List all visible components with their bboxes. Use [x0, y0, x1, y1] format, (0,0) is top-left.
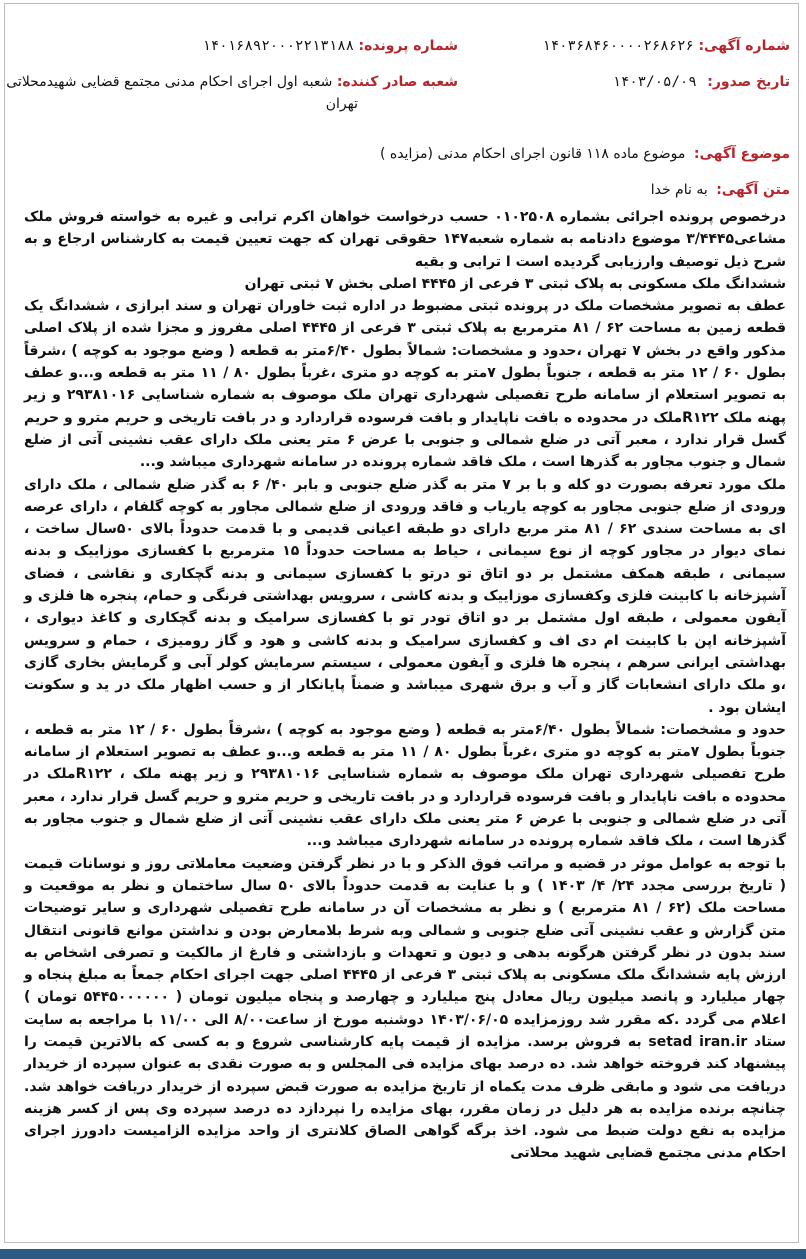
subject-text: موضوع ماده ۱۱۸ قانون اجرای احکام مدنی (مزایده ) [379, 146, 686, 162]
case-number-value: ۱۴۰۱۶۸۹۲۰۰۰۲۲۱۳۱۸۸ [202, 38, 355, 54]
ad-text-intro [651, 180, 790, 200]
issuer [6, 72, 458, 92]
body-paragraph-1: درخصوص پرونده اجرائی بشماره ۰۱۰۲۵۰۸ حسب درخواست خواهان اکرم ترابی و غیره به خواسته فروش ملک مشاعی۳/۴۴۴۵ موضوع دادنامه به شماره شعبه۱۴۷ حقوقی تهران که جهت تعیین قیمت به کارشناس ارجاع و به شرح ذیل توصیف وارزیابی گردیده است ا ترابی و بقیه [24, 209, 786, 270]
case-number-label: شماره پرونده: [358, 38, 458, 54]
bismillah: به نام خدا [650, 182, 708, 198]
issue-date-value: ۱۴۰۳/۰۵/۰۹ [612, 74, 697, 90]
body-paragraph-4: ملک مورد تعرفه بصورت دو کله و با بر ۷ متر به گذر ضلع جنوبی و بابر ۴۰/ ۶ به گذر ضلع شمالی ، ملک دارای ورودی از ضلع جنوبی مجاور به کوچه یاریاب و فاقد ورودی از ضلع شمالی مجاور به کوچه گلفام ، دارای عرصه ای به مساحت سندی ۶۲ / ۸۱ متر مربع دارای دو طبقه اعیانی قدیمی و با قدمت حدوداً بالای ۵۰سال ساخت ، نمای دیوار در مجاور کوچه از نوع سیمانی ، حیاط به مساحت حدوداً ۱۵ مترمربع با کفسازی موزاییک و بدنه سیمانی ، طبقه همکف مشتمل بر دو اتاق تو درتو با کفسازی سیمانی و بدنه گچکاری و نقاشی ، فضای آشپزخانه با کابینت فلزی وکفسازی موزاییک و بدنه کاشی ، سرویس بهداشتی فرنگی و حمام، پنجره ها فلزی و آیفون معمولی ، طبقه اول مشتمل بر دو اتاق تودر تو با کفسازی سرامیک و بدنه گچکاری و کاغذ دیواری ، آشپزخانه اپن با کابینت ام دی اف و کفسازی سرامیک و بدنه کاشی و هود و گاز رومیزی ، حمام و سرویس بهداشتی ایرانی سرهم ، پنجره ها فلزی و آیفون معمولی ، سیستم سرمایش کولر آبی و گرمایش بخاری گازی ،و ملک دارای انشعابات گاز و آب و برق شهری میباشد و ضمناً پایانکار از و حسب اظهار ملک در ید و سکونت ایشان بود . [24, 476, 787, 716]
issuer-line1: شعبه اول اجرای احکام مدنی مجتمع قضایی شهیدمحلاتی [6, 74, 333, 90]
ad-text-label: متن آگهی: [716, 182, 790, 198]
issuer-line2: تهران [325, 96, 358, 112]
ad-number-value: ۱۴۰۳۶۸۴۶۰۰۰۰۲۶۸۶۲۶ [542, 38, 694, 54]
ad-body [24, 206, 786, 1165]
body-paragraph-6: با توجه به عوامل موثر در قضیه و مراتب فوق الذکر و با در نظر گرفتن وضعیت معاملاتی روز و نوسانات قیمت ( تاریخ بررسی مجدد ۲۴/ ۴/ ۱۴۰۳ ) و با عنایت به قدمت حدوداً بالای ۵۰ سال ساختمان و نظر به موقعیت و مساحت ملک (۶۲ / ۸۱ مترمربع ) و نظر به مشخصات آن در سامانه طرح تفصیلی شهرداری و سایر توضیحات متن گزارش و عقب نشینی آتی ضلع جنوبی و شمالی وبه شرط بلامعارض بودن و نداشتن موانع قانونی انتقال سند بدون در نظر گرفتن هرگونه بدهی و دیون و تعهدات و بازداشتی و فارغ از مالکیت و تصرفی اشخاص به ارزش پایه ششدانگ ملک مسکونی به پلاک ثبتی ۳ فرعی از ۴۴۴۵ اصلی جهت اجرای احکام جمعاً به مبلغ پنجاه و چهار میلیارد و پانصد میلیون ریال معادل پنج میلیارد و چهارصد و پنجاه میلیون تومان ( ۵۴۴۵۰۰۰۰۰۰ تومان ) اعلام می گردد .که مقرر شد روزمزایده ۱۴۰۳/۰۶/۰۵ دوشنبه مورخ از ساعت۸/۰۰ الی ۱۱/۰۰ با مراجعه به سایت ستاد setad iran.ir به فروش برسد. مزایده از قیمت پایه کارشناسی شروع و به کسی که بالاترین قیمت را پیشنهاد کند فروخته خواهد شد. ده درصد بهای مزایده فی المجلس و به صورت نقدی به عنوان سپرده از خریدار دریافت می شود و مابقی ظرف مدت یکماه از تاریخ مزایده به صورت قبض سپرده از خریدار دریافت خواهد شد. چنانچه برنده مزایده به هر دلیل در زمان مقرر، بهای مزایده را نپردازد ده درصد سپرده وی پس از کسر هزینه مزایده به نفع دولت ضبط می شود. اخذ برگه گواهی الصاق کلانتری از واحد مزایده الزامیست دادورز اجرای احکام مدنی مجتمع قضایی شهید محلاتی [24, 855, 786, 1162]
body-paragraph-5: حدود و مشخصات: شمالاً بطول ۶/۴۰متر به قطعه ( وضع موجود به کوچه ) ،شرقاً بطول ۶۰ / ۱۲ متر به قطعه ، جنوباً بطول ۷متر به کوچه دو متری ،غرباً بطول ۸۰ / ۱۱ متر به قطعه و...و عطف به تصویر استعلام از سامانه طرح تفصیلی شهرداری تهران ملک موصوف به شماره شناسایی ۲۹۳۸۱۰۱۶ و زیر پهنه ملک ، R۱۲۲ملک در محدوده ه بافت ناپایدار و بافت فرسوده قراردارد و در بافت تاریخی و حریم مترو و حریم گسل قرار ندارد ، معبر آتی در ضلع شمالی و جنوبی با عرض ۶ متر یعنی ملک دارای عقب نشینی آتی از ضلع شمال و جنوب مجاور به گذرها است ، ملک فاقد شماره پرونده در سامانه شهرداری میباشد و... [24, 721, 787, 850]
bottom-bar [0, 1249, 806, 1259]
ad-number-label: شماره آگهی: [698, 38, 790, 54]
body-paragraph-3: عطف به تصویر مشخصات ملک در پرونده ثبتی مضبوط در اداره ثبت خاوران تهران و سند ابرازی ، ششدانگ یک قطعه زمین به مساحت ۶۲ / ۸۱ مترمربع به پلاک ثبتی ۳ فرعی از ۴۴۴۵ اصلی مفروز و مجزا شده از پلاک اصلی مذکور واقع در بخش ۷ تهران ،حدود و مشخصات: شمالاً بطول ۶/۴۰متر به قطعه ( وضع موجود به کوچه ) ،شرقاً بطول ۶۰ / ۱۲ متر به قطعه ، جنوباً بطول ۷متر به کوچه دو متری ،غرباً بطول ۸۰ / ۱۱ متر به قطعه و...و عطف به تصویر استعلام از سامانه طرح تفصیلی شهرداری تهران ملک موصوف به شماره شناسایی ۲۹۳۸۱۰۱۶ و زیر پهنه ملک R۱۲۲ملک در محدوده ه بافت ناپایدار و بافت فرسوده قراردارد و در بافت تاریخی و حریم مترو و حریم گسل قرار ندارد ، معبر آتی در ضلع شمالی و جنوبی با عرض ۶ متر یعنی ملک دارای عقب نشینی آتی از ضلع شمال و جنوب مجاور به گذرها است ، ملک فاقد شماره پرونده در سامانه شهرداری میباشد و... [24, 298, 787, 471]
ad-number [542, 36, 790, 56]
body-paragraph-2: ششدانگ ملک مسکونی به پلاک ثبتی ۳ فرعی از ۴۴۴۵ اصلی بخش ۷ ثبتی تهران [244, 275, 786, 292]
ad-subject [380, 146, 790, 162]
issuer-label: شعبه صادر کننده: [336, 74, 458, 90]
issue-date-label: تاریخ صدور: [707, 74, 790, 90]
subject-label: موضوع آگهی: [693, 146, 790, 162]
issue-date [612, 72, 790, 92]
case-number [202, 36, 458, 56]
